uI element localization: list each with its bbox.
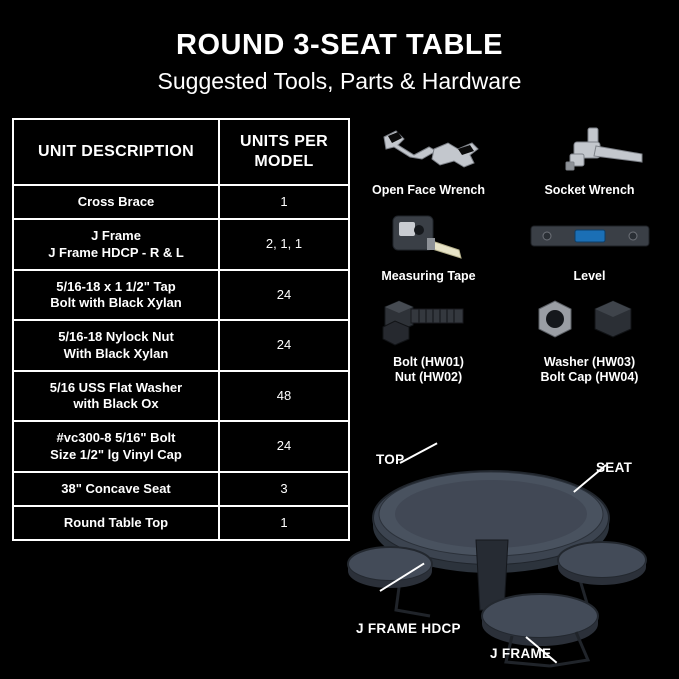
level-icon xyxy=(509,208,670,264)
cell-description: Round Table Top xyxy=(13,506,219,540)
socket-wrench-icon xyxy=(509,122,670,178)
tool-bolt-nut xyxy=(348,294,509,395)
cell-units: 24 xyxy=(219,320,349,371)
cell-description: 5/16 USS Flat Washer with Black Ox xyxy=(13,371,219,422)
tool-open-face-wrench xyxy=(348,122,509,208)
callout-seat: SEAT xyxy=(596,460,633,475)
washer-boltcap-icon xyxy=(509,294,670,350)
tool-washer-boltcap xyxy=(509,294,670,395)
tools-panel xyxy=(348,122,670,395)
cell-units: 1 xyxy=(219,185,349,219)
cell-units: 48 xyxy=(219,371,349,422)
tool-label: Bolt (HW01) Nut (HW02) xyxy=(393,355,464,384)
table-header-row xyxy=(13,119,349,185)
tool-socket-wrench xyxy=(509,122,670,208)
tool-measuring-tape xyxy=(348,208,509,294)
column-header-units: UNITS PER MODEL xyxy=(219,119,349,185)
cell-description: Cross Brace xyxy=(13,185,219,219)
cell-description: 38" Concave Seat xyxy=(13,472,219,506)
parts-table xyxy=(12,118,350,541)
page-subtitle: Suggested Tools, Parts & Hardware xyxy=(157,67,522,94)
cell-units: 1 xyxy=(219,506,349,540)
tools-row-1 xyxy=(348,122,670,208)
tool-label: Measuring Tape xyxy=(381,269,476,283)
cell-description: 5/16-18 x 1 1/2" Tap Bolt with Black Xylan xyxy=(13,270,219,321)
round-table-illustration xyxy=(344,440,674,675)
page-title: ROUND 3-SEAT TABLE xyxy=(176,29,503,61)
measuring-tape-icon xyxy=(348,208,509,264)
cell-units: 24 xyxy=(219,270,349,321)
table-row xyxy=(13,219,349,270)
tool-level xyxy=(509,208,670,294)
table-row xyxy=(13,270,349,321)
tool-label: Washer (HW03) Bolt Cap (HW04) xyxy=(540,355,639,384)
column-header-description: UNIT DESCRIPTION xyxy=(13,119,219,185)
open-face-wrench-icon xyxy=(348,122,509,178)
table-row xyxy=(13,320,349,371)
cell-description: J Frame J Frame HDCP - R & L xyxy=(13,219,219,270)
table-row xyxy=(13,472,349,506)
cell-units: 24 xyxy=(219,421,349,472)
product-photo xyxy=(344,440,674,675)
bolt-nut-icon xyxy=(348,294,509,350)
cell-description: #vc300-8 5/16" Bolt Size 1/2" lg Vinyl Cap xyxy=(13,421,219,472)
callout-j-frame-hdcp: J FRAME HDCP xyxy=(356,621,461,636)
cell-units: 3 xyxy=(219,472,349,506)
table-row xyxy=(13,185,349,219)
callout-j-frame: J FRAME xyxy=(490,646,552,661)
tool-label: Open Face Wrench xyxy=(372,183,485,197)
table-row xyxy=(13,371,349,422)
tools-row-3 xyxy=(348,294,670,395)
cell-description: 5/16-18 Nylock Nut With Black Xylan xyxy=(13,320,219,371)
header xyxy=(0,30,679,95)
table-row xyxy=(13,506,349,540)
tool-label: Socket Wrench xyxy=(544,183,635,197)
tool-label: Level xyxy=(573,269,606,283)
callout-top: TOP xyxy=(376,452,405,467)
tools-row-2 xyxy=(348,208,670,294)
table-row xyxy=(13,421,349,472)
cell-units: 2, 1, 1 xyxy=(219,219,349,270)
